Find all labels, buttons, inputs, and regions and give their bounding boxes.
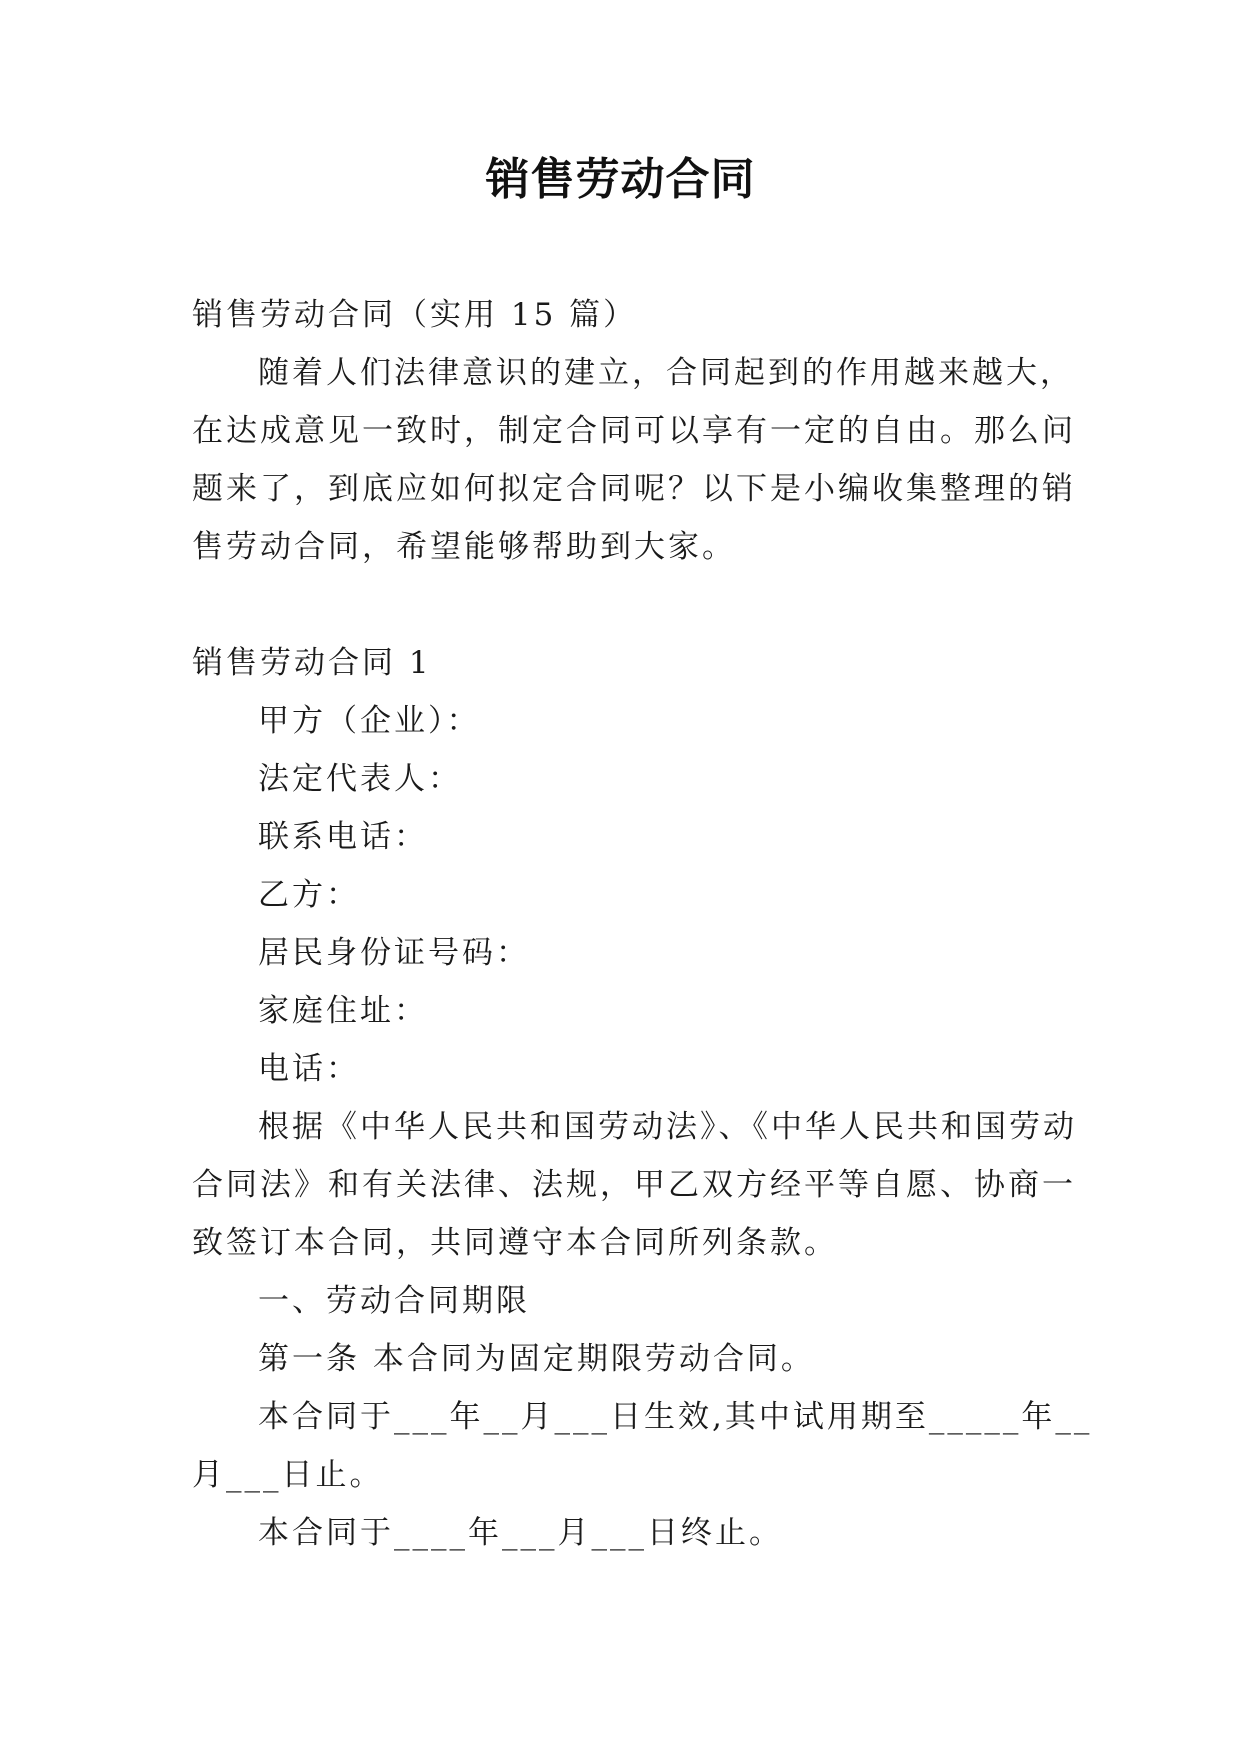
chapter-heading: 一、劳动合同期限 xyxy=(258,1283,530,1319)
effective-date-line-1: 本合同于___年__月___日生效,其中试用期至_____年__ xyxy=(258,1399,1093,1435)
document-title: 销售劳动合同 xyxy=(485,154,756,205)
intro-line-4: 售劳动合同，希望能够帮助到大家。 xyxy=(192,529,736,565)
termination-date: 本合同于____年___月___日终止。 xyxy=(258,1515,783,1551)
section-heading: 销售劳动合同 1 xyxy=(192,645,432,681)
article-1: 第一条 本合同为固定期限劳动合同。 xyxy=(258,1341,815,1377)
contact-phone-field: 联系电话： xyxy=(258,819,428,855)
effective-date-line-2: 月___日止。 xyxy=(192,1457,384,1493)
party-b-field: 乙方： xyxy=(258,877,360,913)
preamble-line-3: 致签订本合同，共同遵守本合同所列条款。 xyxy=(192,1225,838,1261)
home-address-field: 家庭住址： xyxy=(258,993,428,1029)
party-a-field: 甲方（企业）： xyxy=(258,703,481,739)
id-number-field: 居民身份证号码： xyxy=(258,935,530,971)
legal-representative-field: 法定代表人： xyxy=(258,761,462,797)
intro-line-3: 题来了，到底应如何拟定合同呢？以下是小编收集整理的销 xyxy=(192,471,1076,507)
document-subtitle: 销售劳动合同（实用 15 篇） xyxy=(192,297,638,333)
paragraph-gap xyxy=(192,576,1052,634)
phone-field: 电话： xyxy=(258,1051,360,1087)
intro-line-1: 随着人们法律意识的建立，合同起到的作用越来越大， xyxy=(258,355,1074,391)
preamble-line-1: 根据《中华人民共和国劳动法》、《中华人民共和国劳动 xyxy=(258,1109,1077,1145)
intro-line-2: 在达成意见一致时，制定合同可以享有一定的自由。那么问 xyxy=(192,413,1076,449)
preamble-line-2: 合同法》和有关法律、法规，甲乙双方经平等自愿、协商一 xyxy=(192,1167,1076,1203)
document-body xyxy=(192,286,1093,1562)
